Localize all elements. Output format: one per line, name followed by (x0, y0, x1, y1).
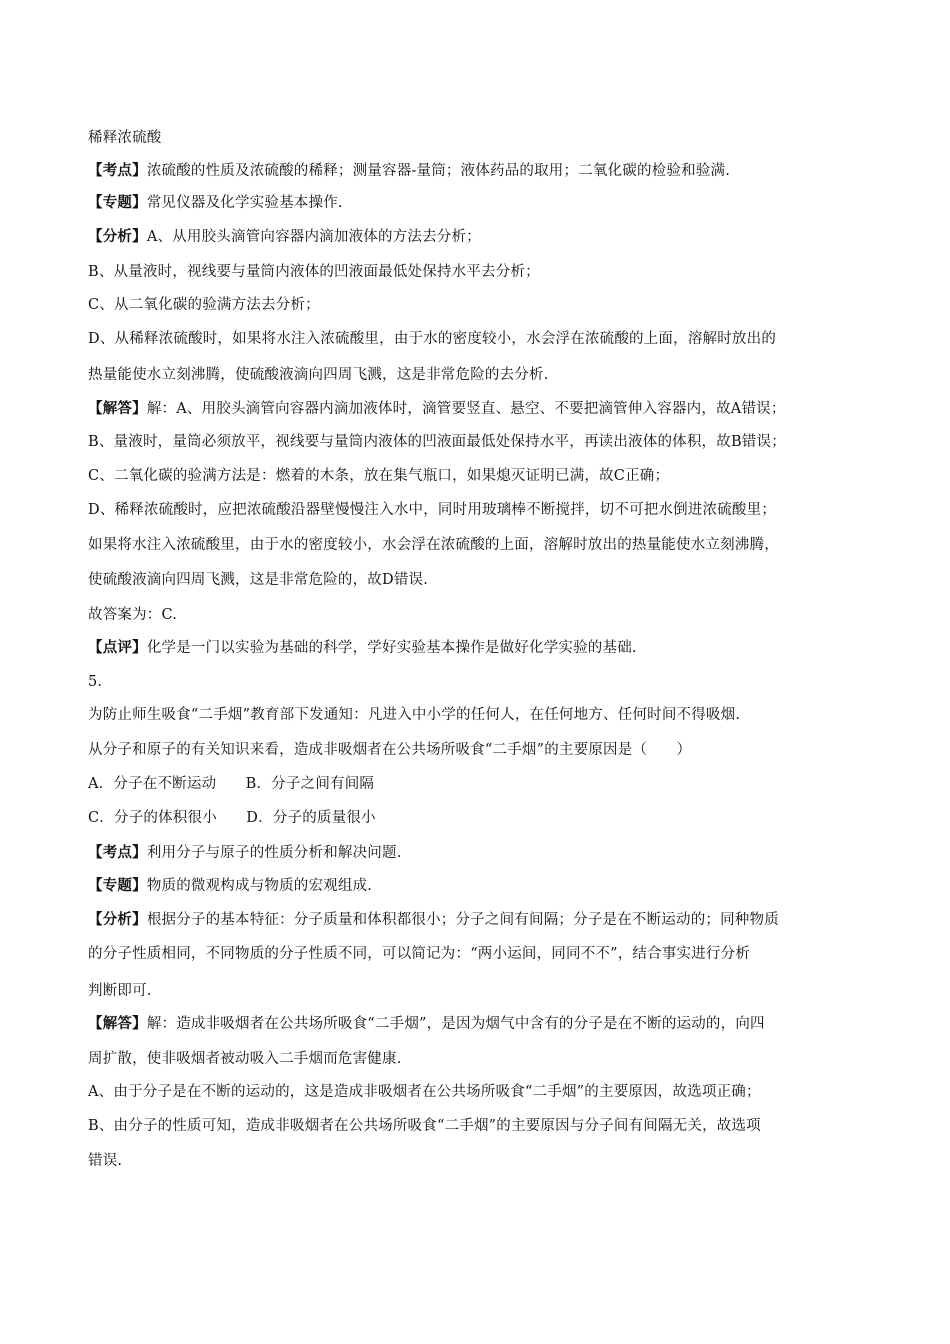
text-line: 周扩散，使非吸烟者被动吸入二手烟而危害健康. (88, 1051, 402, 1067)
text-line: 判断即可. (88, 983, 152, 999)
text-line: 错误. (88, 1153, 123, 1169)
text-line: 【分析】根据分子的基本特征：分子质量和体积都很小；分子之间有间隔；分子是在不断运动的；同种物质 (88, 911, 779, 928)
text-line: 如果将水注入浓硫酸里，由于水的密度较小，水会浮在浓硫酸的上面，溶解时放出的热量能使水立刻沸腾， (88, 537, 779, 553)
section-tag: 【分析】 (88, 228, 147, 245)
text-line: 【考点】浓硫酸的性质及浓硫酸的稀释；测量容器-量筒；液体药品的取用；二氧化碳的检验和验满. (88, 162, 731, 179)
text-line: 稀释浓硫酸 (88, 130, 162, 146)
answer-options: A．分子在不断运动 B．分子之间有间隔 (88, 776, 375, 792)
text-line: A、由于分子是在不断的运动的，这是造成非吸烟者在公共场所吸食“二手烟”的主要原因，故选项正确； (88, 1084, 761, 1100)
text-line: C、从二氧化碳的验满方法去分析； (88, 297, 320, 313)
text-line: 【考点】利用分子与原子的性质分析和解决问题. (88, 844, 402, 861)
question-text: 从分子和原子的有关知识来看，造成非吸烟者在公共场所吸食“二手烟”的主要原因是（ ） (88, 742, 692, 758)
section-tag: 【点评】 (88, 639, 147, 656)
text-line: 使硫酸液滴向四周飞溅，这是非常危险的，故D错误. (88, 572, 429, 588)
text-line: 【专题】物质的微观构成与物质的宏观组成. (88, 877, 373, 894)
question-text: 为防止师生吸食“二手烟”教育部下发通知：凡进入中小学的任何人，在任何地方、任何时间不得吸烟. (88, 707, 741, 723)
question-number: 5. (88, 674, 103, 690)
text-line: B、量液时，量筒必须放平，视线要与量筒内液体的凹液面最低处保持水平，再读出液体的体积，故B错误； (88, 434, 786, 450)
section-tag: 【专题】 (88, 877, 147, 894)
text-line: 【解答】解：造成非吸烟者在公共场所吸食“二手烟”，是因为烟气中含有的分子是在不断的运动的，向四 (88, 1015, 765, 1032)
section-tag: 【解答】 (88, 1015, 147, 1032)
text-line: 热量能使水立刻沸腾，使硫酸液滴向四周飞溅，这是非常危险的去分析. (88, 367, 549, 383)
text-line: 的分子性质相同，不同物质的分子性质不同，可以简记为：“两小运间，同同不不”，结合事实进行分析 (88, 946, 751, 962)
text-line: B、从量液时，视线要与量筒内液体的凹液面最低处保持水平去分析； (88, 264, 540, 280)
text-line: 【解答】解：A、用胶头滴管向容器内滴加液体时，滴管要竖直、悬空、不要把滴管伸入容器内，故A错误； (88, 400, 786, 417)
section-tag: 【考点】 (88, 162, 147, 179)
text-line: 故答案为：C. (88, 607, 178, 623)
text-line: B、由分子的性质可知，造成非吸烟者在公共场所吸食“二手烟”的主要原因与分子间有间隔无关，故选项 (88, 1118, 761, 1134)
text-line: 【点评】化学是一门以实验为基础的科学，学好实验基本操作是做好化学实验的基础. (88, 639, 637, 656)
text-line: C、二氧化碳的验满方法是：燃着的木条，放在集气瓶口，如果熄灭证明已满，故C正确； (88, 468, 670, 484)
text-line: 【分析】A、从用胶头滴管向容器内滴加液体的方法去分析； (88, 228, 481, 245)
section-tag: 【考点】 (88, 844, 147, 861)
text-line: 【专题】常见仪器及化学实验基本操作. (88, 194, 343, 211)
text-line: D、从稀释浓硫酸时，如果将水注入浓硫酸里，由于水的密度较小，水会浮在浓硫酸的上面，溶解时放出的 (88, 331, 777, 347)
section-tag: 【专题】 (88, 194, 147, 211)
text-line: D、稀释浓硫酸时，应把浓硫酸沿器壁慢慢注入水中，同时用玻璃棒不断搅拌，切不可把水倒进浓硫酸里； (88, 502, 777, 518)
section-tag: 【分析】 (88, 911, 147, 928)
answer-options: C．分子的体积很小 D．分子的质量很小 (88, 810, 376, 826)
section-tag: 【解答】 (88, 400, 147, 417)
